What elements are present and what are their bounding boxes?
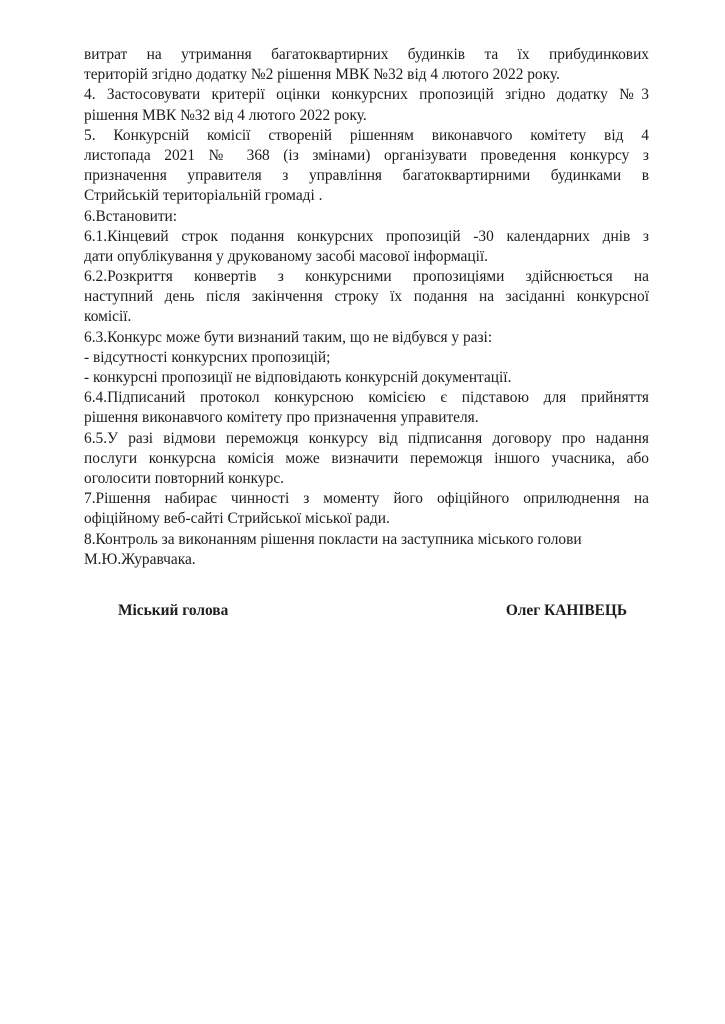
document-line: - відсутності конкурсних пропозицій;	[84, 348, 331, 366]
document-line: оголосити повторний конкурс.	[84, 469, 284, 487]
document-line: рішення МВК №32 від 4 лютого 2022 року.	[84, 106, 367, 124]
document-line: 6.Встановити:	[84, 207, 178, 225]
document-line: послуги конкурсна комісія може визначити переможця іншого учасника, або	[84, 449, 649, 467]
document-body	[84, 45, 649, 570]
document-line: Стрийській територіальній громаді .	[84, 187, 323, 205]
document-line: 8.Контроль за виконанням рішення покласти на заступника міського голови	[84, 530, 582, 548]
document-line: листопада 2021 № 368 (із змінами) організувати проведення конкурсу з	[84, 146, 649, 164]
document-line: М.Ю.Журавчака.	[84, 550, 196, 568]
signature-block	[84, 601, 649, 621]
document-line: 6.1.Кінцевий строк подання конкурсних пропозицій -30 календарних днів з	[84, 227, 649, 245]
document-line: 6.4.Підписаний протокол конкурсною комісією є підставою для прийняття	[84, 389, 649, 407]
signature-name: Олег КАНІВЕЦЬ	[505, 602, 627, 619]
document-line: наступний день після закінчення строку їх подання на засіданні конкурсної	[84, 288, 649, 306]
document-line: комісії.	[84, 308, 132, 326]
document-line: територій згідно додатку №2 рішення МВК №32 від 4 лютого 2022 року.	[84, 66, 560, 84]
document-line: витрат на утримання багатоквартирних будинків та їх прибудинкових	[84, 46, 649, 63]
document-line: рішення виконавчого комітету про призначення управителя.	[84, 409, 479, 427]
document-line: - конкурсні пропозиції не відповідають конкурсній документації.	[84, 369, 512, 386]
document-line: 5. Конкурсній комісії створеній рішенням виконавчого комітету від 4	[84, 126, 649, 144]
document-line: призначення управителя з управління багатоквартирними будинками в	[84, 167, 649, 185]
document-line: офіційному веб-сайті Стрийської міської ради.	[84, 510, 390, 528]
document-line: 7.Рішення набирає чинності з моменту його офіційного оприлюднення на	[84, 490, 649, 508]
signature-title: Міський голова	[118, 602, 229, 619]
document-line: 4. Застосовувати критерії оцінки конкурсних пропозицій згідно додатку №3	[84, 86, 649, 104]
document-line: 6.3.Конкурс може бути визнаний таким, що не відбувся у разі:	[84, 328, 493, 346]
document-line: 6.5.У разі відмови переможця конкурсу від підписання договору про надання	[84, 429, 649, 447]
document-line: 6.2.Розкриття конвертів з конкурсними пропозиціями здійснюється на	[84, 268, 649, 286]
document-line: дати опублікування у друкованому засобі масової інформації.	[84, 247, 489, 265]
